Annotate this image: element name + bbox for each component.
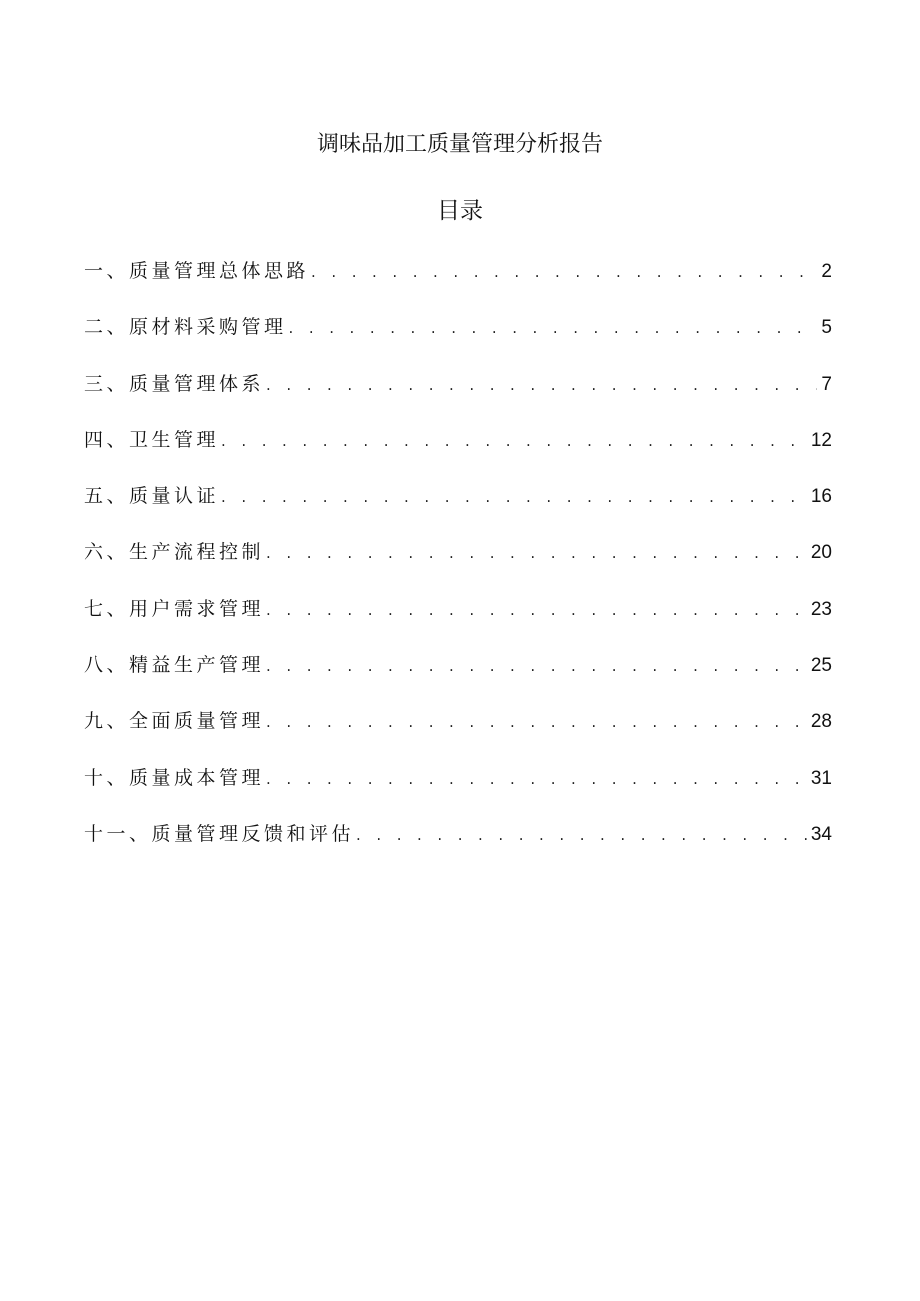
toc-entry-2[interactable] xyxy=(84,311,832,367)
toc-entry-page: 23 xyxy=(810,598,832,620)
toc-entry-page: 20 xyxy=(810,542,832,564)
toc-entry-label: 九、全面质量管理 xyxy=(84,710,265,733)
toc-entry-page: 16 xyxy=(810,486,832,508)
toc-dot-leader xyxy=(266,537,807,569)
toc-entry-label: 七、用户需求管理 xyxy=(84,597,265,620)
toc-dot-leader xyxy=(221,481,807,513)
toc-entry-page: 25 xyxy=(810,655,832,677)
toc-heading: 目录 xyxy=(437,198,483,224)
toc-entry-label: 五、质量认证 xyxy=(84,485,220,508)
toc-entry-page: 2 xyxy=(821,261,832,282)
toc-entry-3[interactable] xyxy=(84,368,832,424)
toc-dot-leader xyxy=(266,763,807,795)
toc-entry-7[interactable] xyxy=(84,593,832,649)
toc-entry-label: 二、原材料采购管理 xyxy=(84,316,287,339)
toc-entry-label: 十一、质量管理反馈和评估 xyxy=(84,822,355,845)
toc-entry-6[interactable] xyxy=(84,536,832,592)
toc-entry-5[interactable] xyxy=(84,480,832,536)
table-of-contents xyxy=(84,255,832,874)
toc-dot-leader xyxy=(289,312,818,344)
toc-entry-page: 12 xyxy=(810,429,832,451)
toc-entry-9[interactable] xyxy=(84,705,832,761)
toc-entry-4[interactable] xyxy=(84,424,832,480)
toc-entry-label: 六、生产流程控制 xyxy=(84,541,265,564)
toc-entry-8[interactable] xyxy=(84,649,832,705)
toc-entry-page: 34 xyxy=(810,823,832,845)
toc-entry-page: 7 xyxy=(821,373,832,395)
toc-dot-leader xyxy=(356,819,807,851)
toc-entry-page: 28 xyxy=(810,711,832,733)
toc-entry-10[interactable] xyxy=(84,762,832,818)
toc-entry-label: 八、精益生产管理 xyxy=(84,654,265,677)
document-title: 调味品加工质量管理分析报告 xyxy=(316,132,603,157)
toc-dot-leader xyxy=(266,650,807,682)
toc-entry-label: 一、质量管理总体思路 xyxy=(84,260,310,282)
toc-entry-1[interactable] xyxy=(84,255,832,311)
toc-entry-page: 5 xyxy=(821,317,832,339)
toc-entry-label: 十、质量成本管理 xyxy=(84,766,265,789)
toc-entry-page: 31 xyxy=(810,767,832,789)
toc-dot-leader xyxy=(266,369,817,401)
toc-dot-leader xyxy=(311,256,817,288)
toc-dot-leader xyxy=(266,594,807,626)
toc-dot-leader xyxy=(266,706,807,738)
toc-entry-11[interactable] xyxy=(84,818,832,874)
toc-entry-label: 四、卫生管理 xyxy=(84,428,220,451)
toc-entry-label: 三、质量管理体系 xyxy=(84,372,265,395)
toc-dot-leader xyxy=(221,425,807,457)
